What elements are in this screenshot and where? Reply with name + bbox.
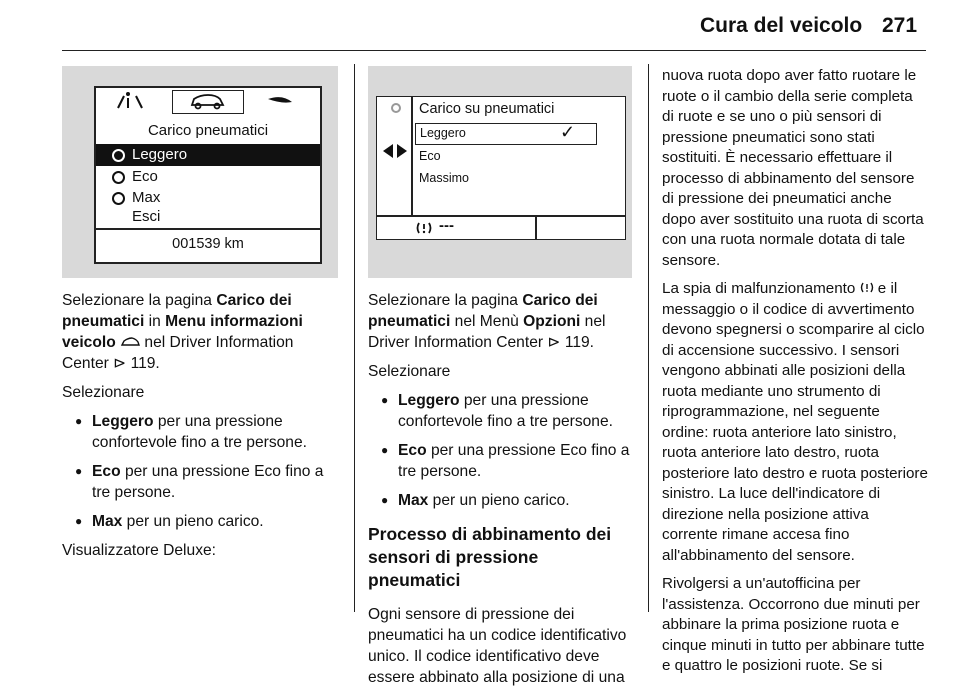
display-tab-bar — [96, 88, 320, 116]
option-list — [368, 390, 634, 511]
tire-load-screen — [94, 86, 322, 264]
paragraph: La spia di malfunzionamento e il messaggio o il codice di avvertimento devono spegnersi o scomparire al ciclo di accensione successivo. I sensori vengono abbinati alle posizioni della ruota mediante uno strumento di riprogrammazione, nel seguente ordine: ruota anteriore lato sinistro, ruota anteriore lato destro, ruota posteriore lato destro e ruota posteriore sinistro. La luce dell'indicatore di direzione nella posizione attiva corrente rimane accesa fino all'abbinamento del sensore. — [662, 280, 928, 564]
paragraph: Selezionare — [368, 363, 451, 380]
column-divider-2 — [648, 64, 649, 612]
option-row-selected[interactable] — [96, 144, 320, 166]
display-footer-divider — [96, 228, 320, 230]
radio-icon — [112, 192, 125, 205]
option-label[interactable]: Eco — [419, 149, 441, 163]
check-icon: ✓ — [560, 122, 576, 142]
active-tab-frame — [172, 90, 244, 114]
list-item: ● Leggero per una pressione confortevole fino a tre persone. — [368, 390, 634, 432]
option-label: Max — [132, 189, 161, 206]
option-row-selected[interactable] — [415, 123, 597, 145]
radio-icon — [112, 171, 125, 184]
list-item: ● Leggero per una pressione confortevole fino a tre persone. — [62, 411, 344, 453]
left-rail-divider — [411, 97, 413, 215]
tire-pressure-value: --- — [439, 217, 454, 234]
page-ref-icon: ⊳ — [113, 355, 127, 372]
column-2-text — [368, 290, 634, 696]
list-item: ● Max per un pieno carico. — [368, 490, 634, 511]
paragraph: Ogni sensore di pressione dei pneumatici ha un codice identificativo unico. Il codice identificativo deve essere abbinato alla posizione di una — [368, 606, 627, 686]
page-ref-icon: ⊳ — [547, 334, 561, 351]
tire-pressure-icon — [415, 219, 433, 237]
footer-divider — [377, 215, 625, 217]
page-header-title: Cura del veicolo — [700, 14, 863, 37]
list-item: ● Max per un pieno carico. — [62, 511, 344, 532]
wrench-tab-icon — [268, 97, 292, 102]
road-right-icon — [136, 96, 142, 108]
figure-midlevel-display — [368, 66, 632, 278]
list-item: ● Eco per una pressione Eco fino a tre persone. — [368, 440, 634, 482]
paragraph: Selezionare la pagina Carico dei pneumatici nel Menù Opzioni nel Driver Information Center ⊳ 119. — [368, 292, 606, 351]
option-label: Eco — [132, 168, 158, 185]
list-item: ● Eco per una pressione Eco fino a tre persone. — [62, 461, 344, 503]
footer-split — [535, 215, 537, 239]
paragraph: Selezionare — [62, 384, 145, 401]
option-list — [62, 411, 344, 532]
paragraph: Rivolgersi a un'autofficina per l'assistenza. Occorrono due minuti per abbinare la prima posizione ruota e cinque minuti in tutto per abbinare tutte e quattro le posizioni ruote. Se si — [662, 575, 925, 674]
option-label[interactable]: Massimo — [419, 171, 470, 185]
screen-title: Carico pneumatici — [147, 122, 269, 139]
paragraph: nuova ruota dopo aver fatto ruotare le ruote o il cambio della serie completa di ruote e se uno o più sensori di pressione pneumatici sono stati sostituiti. È necessario effettuare il processo di abbinamento del sensore di pressione dei pneumatici anche dopo aver sostituito una ruota di scorta con una ruota normale dotata di tale sensore. — [662, 67, 924, 269]
exit-row[interactable] — [96, 206, 320, 228]
column-1-text — [62, 290, 344, 569]
option-label: Leggero — [132, 146, 188, 163]
road-left-icon — [118, 96, 124, 108]
option-row[interactable] — [96, 166, 320, 188]
paragraph: Selezionare la pagina Carico dei pneumatici in Menu informazioni veicolo nel Driver Information Center ⊳ 119. — [62, 292, 303, 372]
tire-load-screen-mid — [376, 96, 626, 240]
settings-icon — [389, 101, 403, 115]
header-divider — [62, 50, 926, 51]
option-label: Leggero — [420, 126, 466, 140]
section-heading: Processo di abbinamento dei sensori di pressione pneumatici — [368, 524, 612, 590]
figure-uplevel-display — [62, 66, 338, 278]
column-3-text — [662, 66, 928, 685]
car-icon — [120, 336, 140, 348]
paragraph: Visualizzatore Deluxe: — [62, 542, 216, 559]
screen-title: Carico su pneumatici — [419, 101, 555, 117]
nav-arrows-icon[interactable] — [381, 141, 409, 161]
odometer: 001539 km — [172, 236, 244, 252]
tire-pressure-warning-icon — [860, 281, 874, 294]
exit-label: Esci — [132, 208, 161, 225]
column-divider-1 — [354, 64, 355, 612]
page-number: 271 — [882, 14, 918, 37]
radio-icon — [112, 149, 125, 162]
